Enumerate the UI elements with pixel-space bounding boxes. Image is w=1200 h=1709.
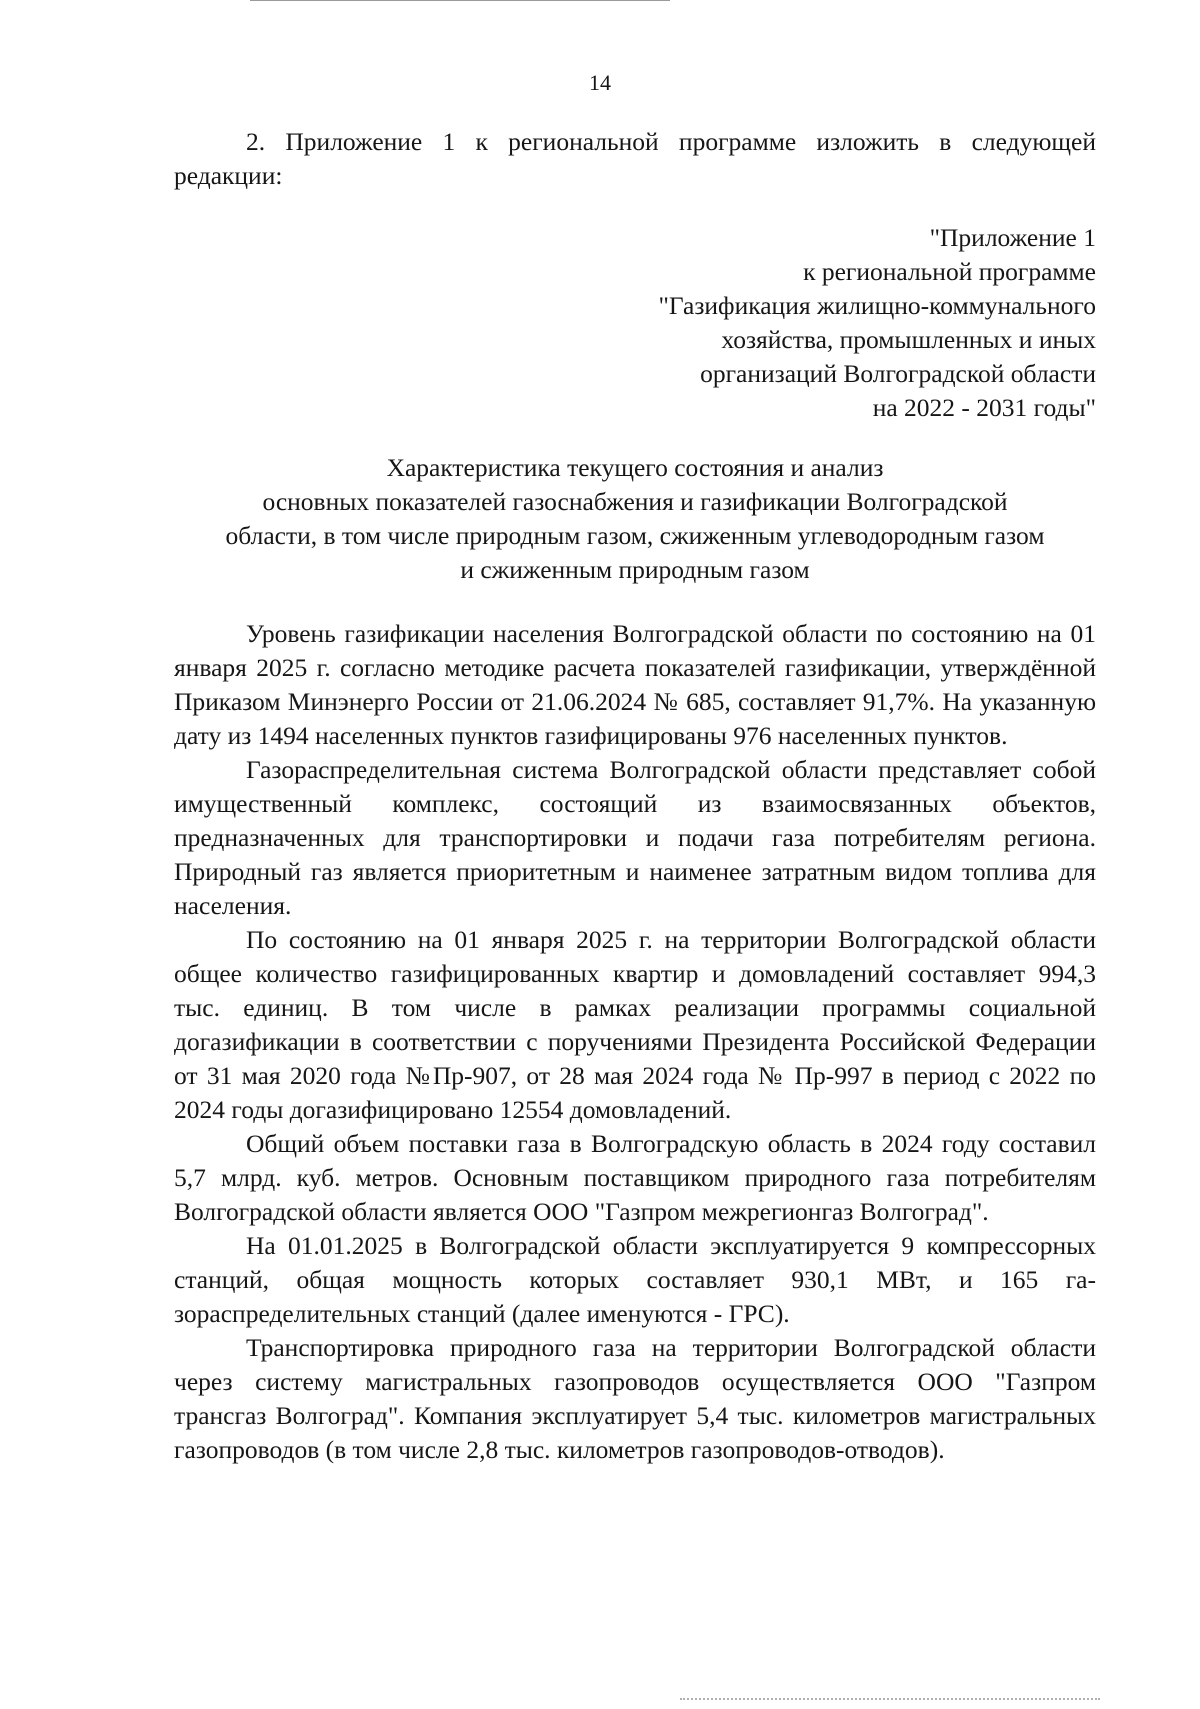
heading-line: Характеристика текущего состояния и анализ xyxy=(386,453,884,482)
scan-edge-line xyxy=(250,0,670,1)
heading-line: и сжиженным природным газом xyxy=(460,555,810,584)
document-body xyxy=(174,125,1096,1467)
paragraph-gas-transportation: Транспортировка природного газа на территории Волгоградской области через систему магистральных газопроводов осуществляется ООО "Газпром трансгаз Волгоград". Компания эксплуатирует 5,4 тыс. километров магистральных газопроводов (в том числе 2,8 тыс. километров газопроводов-отводов). xyxy=(174,1333,1096,1464)
paragraph-gasified-households: По состоянию на 01 января 2025 г. на территории Волгоградской области общее количество газифицированных квартир и домовладений составляет 994,3 тыс. единиц. В том числе в рамках реализации программы социальной догазификации в соответствии с поручениями Президента Российской Федерации от 31 мая 2020 года №Пр-907, от 28 мая 2024 года № Пр-997 в период с 2022 по 2024 годы догазифицировано 12554 домовладений. xyxy=(174,925,1096,1124)
paragraph-gasification-level: Уровень газификации населения Волгоградской области по состоянию на 01 января 2025 г. согласно методике расчета показателей газификации, утверждённой Приказом Минэнерго России от 21.06.2024 № 685, составляет 91,7%. На указанную дату из 1494 населенных пунктов газифицированы 976 населенных пунктов. xyxy=(174,619,1096,750)
heading-line: области, в том числе природным газом, сжиженным углеводородным газом xyxy=(225,521,1045,550)
paragraph-compressor-stations: На 01.01.2025 в Волгоградской области эксплуатируется 9 компрессорных станций, общая мощность которых составляет 930,1 МВт, и 165 газораспределительных станций (далее именуются - ГРС). xyxy=(174,1231,1096,1328)
appendix-epigraph xyxy=(174,221,1096,425)
epigraph-line: хозяйства, промышленных и иных xyxy=(721,325,1096,354)
epigraph-line: "Приложение 1 xyxy=(929,223,1096,252)
epigraph-line: на 2022 - 2031 годы" xyxy=(872,393,1096,422)
epigraph-line: "Газификация жилищно-коммунального xyxy=(658,291,1096,320)
heading-line: основных показателей газоснабжения и газификации Волгоградской xyxy=(262,487,1008,516)
page-number: 14 xyxy=(589,70,611,95)
intro-paragraph: 2. Приложение 1 к региональной программе изложить в следующей редакции: xyxy=(174,127,1096,190)
paragraph-distribution-system: Газораспределительная система Волгоградской области представляет собой имущественный комплекс, состоящий из взаимосвязанных объектов, предназначенных для транспортировки и подачи газа потребителям региона. Природный газ является приоритетным и наименее затратным видом топлива для населения. xyxy=(174,755,1096,920)
epigraph-line: к региональной программе xyxy=(803,257,1096,286)
scan-edge-line xyxy=(680,1698,1100,1700)
body-paragraphs xyxy=(174,617,1096,1467)
paragraph-gas-supply-volume: Общий объем поставки газа в Волгоградскую область в 2024 году составил 5,7 млрд. куб. метров. Основным поставщиком природного газа потребителям Волгоградской области является ООО "Газпром межрегионгаз Волгоград". xyxy=(174,1129,1096,1226)
epigraph-line: организаций Волгоградской области xyxy=(700,359,1096,388)
section-heading xyxy=(174,451,1096,587)
